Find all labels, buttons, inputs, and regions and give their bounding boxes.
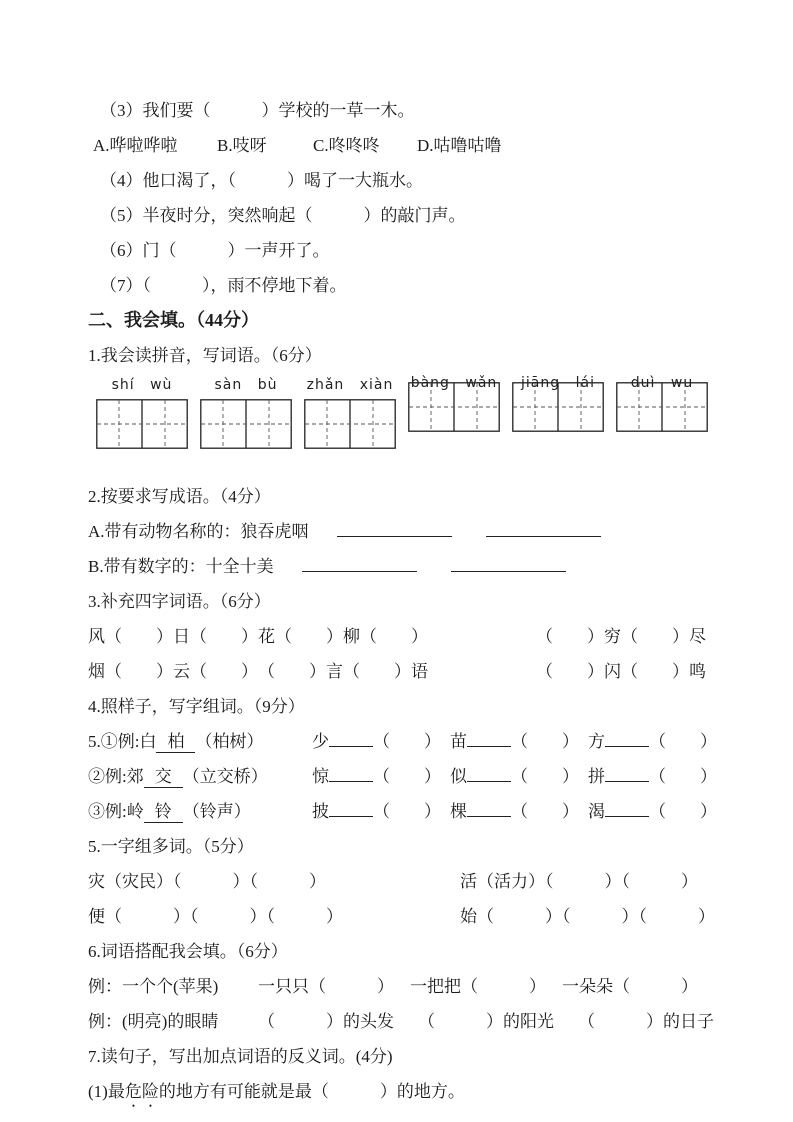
writing-grid: [96, 399, 188, 449]
q3-row-2: [88, 654, 753, 689]
answer-blank: [302, 553, 417, 572]
answer-blank: [605, 763, 649, 782]
word-formation-row-1: [88, 724, 753, 759]
idiom-blank: （ ）言（ ）语: [258, 662, 428, 681]
idiom-blank: 风（ ）日（ ）: [88, 627, 258, 646]
q2-row-numbers-label: B.带有数字的：十全十美: [88, 557, 274, 576]
q3-title: 3.补充四字词语。（6分）: [88, 592, 271, 611]
q5-row-1: [88, 864, 753, 899]
fill-item: 苗 （ ）: [450, 724, 588, 759]
answer-blank: [329, 728, 373, 747]
idiom-blank: 花（ ）柳（ ）: [258, 627, 428, 646]
q4-title: 4.照样子，写字组词。（9分）: [88, 697, 305, 716]
q1-title: 1.我会读拼音，写词语。（6分）: [88, 346, 322, 365]
option-a: A.哗啦哗啦: [93, 136, 178, 155]
question-3: （3）我们要（ ）学校的一草一木。: [100, 101, 415, 120]
fill-item: 拼 （ ）: [588, 759, 753, 794]
fill-item: 棵 （ ）: [450, 794, 588, 829]
pinyin-label: zhǎn xiàn: [306, 377, 394, 393]
fill-item: 惊 （ ）: [312, 759, 450, 794]
fill-item: 方 （ ）: [588, 724, 753, 759]
word-formation-row-2: [88, 759, 753, 794]
multi-word-item: 始（ ）（ ）（ ）: [460, 907, 715, 926]
idiom-blank: （ ）闪（ ）鸣: [536, 662, 706, 681]
answer-blank: [467, 763, 511, 782]
fill-item: 少 （ ）: [312, 724, 450, 759]
q6-title: 6.词语搭配我会填。（6分）: [88, 942, 288, 961]
question-6: （6）门（ ）一声开了。: [100, 241, 330, 260]
word-formation-row-3: [88, 794, 753, 829]
q6-row-2: [88, 1004, 753, 1039]
pinyin-label: bàng wǎn: [410, 375, 498, 391]
multi-word-item: 便（ ）（ ）（ ）: [88, 907, 343, 926]
q3-row-1: [88, 619, 753, 654]
answer-blank: [329, 763, 373, 782]
multi-word-item: 活（活力）（ ）（ ）: [460, 872, 698, 891]
pinyin-grid-group: [96, 373, 188, 449]
q6-row-1: [88, 969, 753, 1004]
pinyin-grid-group: [616, 373, 708, 432]
q2-row-animals-label: A.带有动物名称的：狼吞虎咽: [88, 522, 309, 541]
writing-grid: [304, 399, 396, 449]
sentence-pre: (1)最: [88, 1082, 125, 1101]
example: ②例:郊 交 （立交桥）: [88, 767, 268, 786]
answer-blank: [329, 798, 373, 817]
answer-blank: [467, 798, 511, 817]
question-5: （5）半夜时分，突然响起（ ）的敲门声。: [100, 206, 466, 225]
pinyin-grid-group: [200, 373, 292, 449]
answer-blank: [486, 518, 601, 537]
fill-item: 披 （ ）: [312, 794, 450, 829]
q2-title: 2.按要求写成语。（4分）: [88, 487, 271, 506]
example-underlined-char: 交: [144, 767, 183, 788]
q2-row-animals: [88, 514, 753, 549]
collocation-blank: （ ）的阳光: [418, 1012, 554, 1031]
option-c: C.咚咚咚: [313, 136, 380, 155]
pinyin-label: duì wu: [630, 375, 694, 391]
idiom-blank: 烟（ ）云（ ）: [88, 662, 258, 681]
fill-item: 似 （ ）: [450, 759, 588, 794]
collocation-blank: （ ）的头发: [258, 1012, 394, 1031]
pinyin-label: jiāng lái: [521, 375, 595, 391]
collocation-example: 例：一个个(苹果): [88, 977, 219, 996]
question-7: （7）（ ），雨不停地下着。: [100, 276, 347, 295]
pinyin-grid-group: [512, 373, 604, 432]
pinyin-label: shí wù: [111, 377, 173, 393]
collocation-blank: （ ）的日子: [578, 1012, 714, 1031]
q7-sentence-1: [88, 1074, 753, 1109]
option-b: B.吱呀: [217, 136, 267, 155]
fill-item: 渴 （ ）: [588, 794, 753, 829]
example: 5.①例:白 柏 （柏树）: [88, 732, 264, 751]
answer-blank: [605, 728, 649, 747]
answer-blank: [605, 798, 649, 817]
example-underlined-char: 铃: [144, 802, 183, 823]
collocation-blank: 一只只（ ）: [258, 977, 394, 996]
q7-title: 7.读句子，写出加点词语的反义词。(4分): [88, 1047, 393, 1066]
collocation-blank: 一把把（ ）: [410, 977, 546, 996]
option-d: D.咕噜咕噜: [417, 136, 502, 155]
collocation-example: 例：(明亮)的眼睛: [88, 1012, 219, 1031]
idiom-blank: （ ）穷（ ）尽: [536, 627, 706, 646]
pinyin-grid-row: [96, 373, 753, 479]
pinyin-grid-group: [304, 373, 396, 449]
q5-row-2: [88, 899, 753, 934]
multi-word-item: 灾（灾民）（ ）（ ）: [88, 872, 326, 891]
question-4: （4）他口渴了，（ ）喝了一大瓶水。: [100, 171, 423, 190]
pinyin-label: sàn bù: [214, 377, 278, 393]
sound-options-row: [88, 128, 753, 163]
example-underlined-char: 柏: [156, 732, 195, 753]
writing-grid: [200, 399, 292, 449]
answer-blank: [467, 728, 511, 747]
sentence-post: 的地方有可能就是最（ ）的地方。: [158, 1082, 465, 1101]
collocation-blank: 一朵朵（ ）: [562, 977, 698, 996]
section-two-heading: 二、我会填。（44分）: [88, 310, 259, 330]
q5-title: 5.一字组多词。（5分）: [88, 837, 254, 856]
answer-blank: [337, 518, 452, 537]
answer-blank: [451, 553, 566, 572]
emphasized-word: 危险: [124, 1082, 159, 1101]
pinyin-grid-group: [408, 373, 500, 432]
q2-row-numbers: [88, 549, 753, 584]
example: ③例:岭 铃 （铃声）: [88, 802, 251, 821]
